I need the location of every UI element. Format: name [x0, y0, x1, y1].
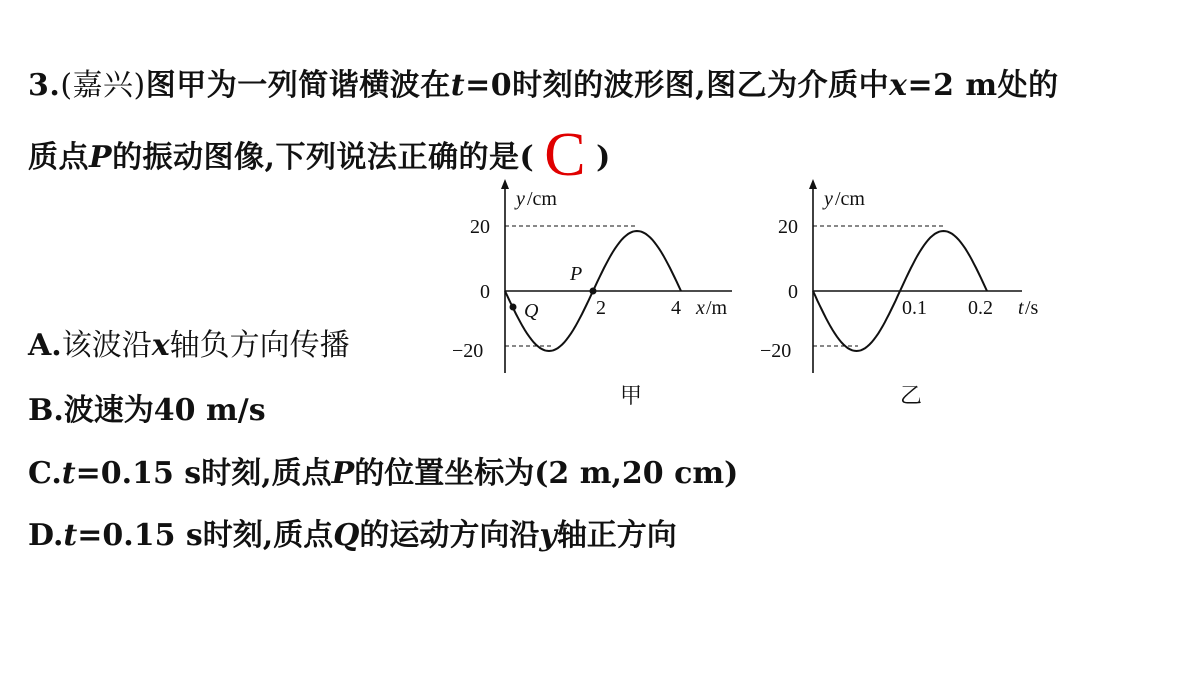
y-tick-bottom: −20: [452, 340, 484, 362]
var-t: t: [450, 68, 466, 103]
var-p: P: [89, 140, 113, 175]
point-q-dot: [510, 304, 517, 311]
option-a-text-2: 轴负方向传播: [169, 328, 350, 363]
option-d-var: t: [63, 518, 78, 553]
xlabel-var: x: [696, 297, 705, 319]
y-tick-top: 20: [778, 216, 798, 238]
option-a-label: A.: [28, 328, 62, 363]
option-c-var-2: P: [331, 456, 355, 491]
option-c-var: t: [61, 456, 76, 491]
option-b[interactable]: [28, 385, 266, 429]
option-a-var: x: [151, 328, 170, 363]
ylabel-unit: /cm: [527, 188, 557, 210]
ylabel-var: y: [824, 188, 833, 210]
option-d-text-2: 的运动方向沿: [359, 518, 540, 553]
ylabel-unit: /cm: [835, 188, 865, 210]
vibration-graph-yi: [750, 175, 1070, 415]
question-line-1: [28, 60, 1059, 104]
option-a-text-1: 该波沿: [61, 328, 152, 363]
option-c-label: C.: [28, 456, 62, 491]
x-tick-0-1: 0.1: [902, 297, 927, 319]
option-b-text: 波速为40 m/s: [63, 393, 266, 428]
option-c-text-1: =0.15 s时刻,质点: [75, 456, 332, 491]
question-text-2a: 质点: [28, 140, 89, 175]
option-b-label: B.: [28, 393, 64, 428]
y-tick-zero: 0: [480, 281, 490, 303]
question-text-1c: =2 m处的: [907, 68, 1059, 103]
question-source: (嘉兴): [60, 68, 146, 103]
question-text-2c: ): [596, 140, 611, 175]
ylabel-var: y: [516, 188, 525, 210]
y-axis-arrow: [501, 179, 509, 189]
point-p-dot: [590, 288, 597, 295]
question-text-1b: =0时刻的波形图,图乙为介质中: [465, 68, 890, 103]
x-tick-2: 2: [596, 297, 606, 319]
xlabel-var: t: [1018, 297, 1024, 319]
question-text-2b: 的振动图像,下列说法正确的是(: [112, 140, 535, 175]
question-number: 3.: [28, 68, 61, 103]
xlabel-unit: /s: [1025, 297, 1039, 319]
answer-mark: C: [544, 121, 587, 189]
option-d-var-2: Q: [333, 518, 360, 553]
y-tick-zero: 0: [788, 281, 798, 303]
option-c[interactable]: [28, 448, 738, 492]
option-d-text-3: 轴正方向: [556, 518, 677, 553]
y-tick-top: 20: [470, 216, 490, 238]
var-x: x: [889, 68, 908, 103]
option-d-text-1: =0.15 s时刻,质点: [77, 518, 334, 553]
option-d-var-3: y: [539, 518, 557, 553]
question-text-1a: 图甲为一列简谐横波在: [145, 68, 451, 103]
x-tick-4: 4: [671, 297, 681, 319]
caption-jia: 甲: [620, 384, 643, 409]
y-tick-bottom: −20: [760, 340, 792, 362]
option-d[interactable]: [28, 510, 677, 554]
option-d-label: D.: [28, 518, 64, 553]
option-c-text-2: 的位置坐标为(2 m,20 cm): [354, 456, 739, 491]
y-axis-arrow: [809, 179, 817, 189]
wave-graph-jia: [440, 175, 760, 415]
xlabel-unit: /m: [706, 297, 728, 319]
point-p-label: P: [570, 263, 583, 285]
caption-yi: 乙: [900, 384, 923, 409]
point-q-label: Q: [524, 300, 539, 322]
option-a[interactable]: [28, 320, 350, 364]
x-tick-0-2: 0.2: [968, 297, 993, 319]
